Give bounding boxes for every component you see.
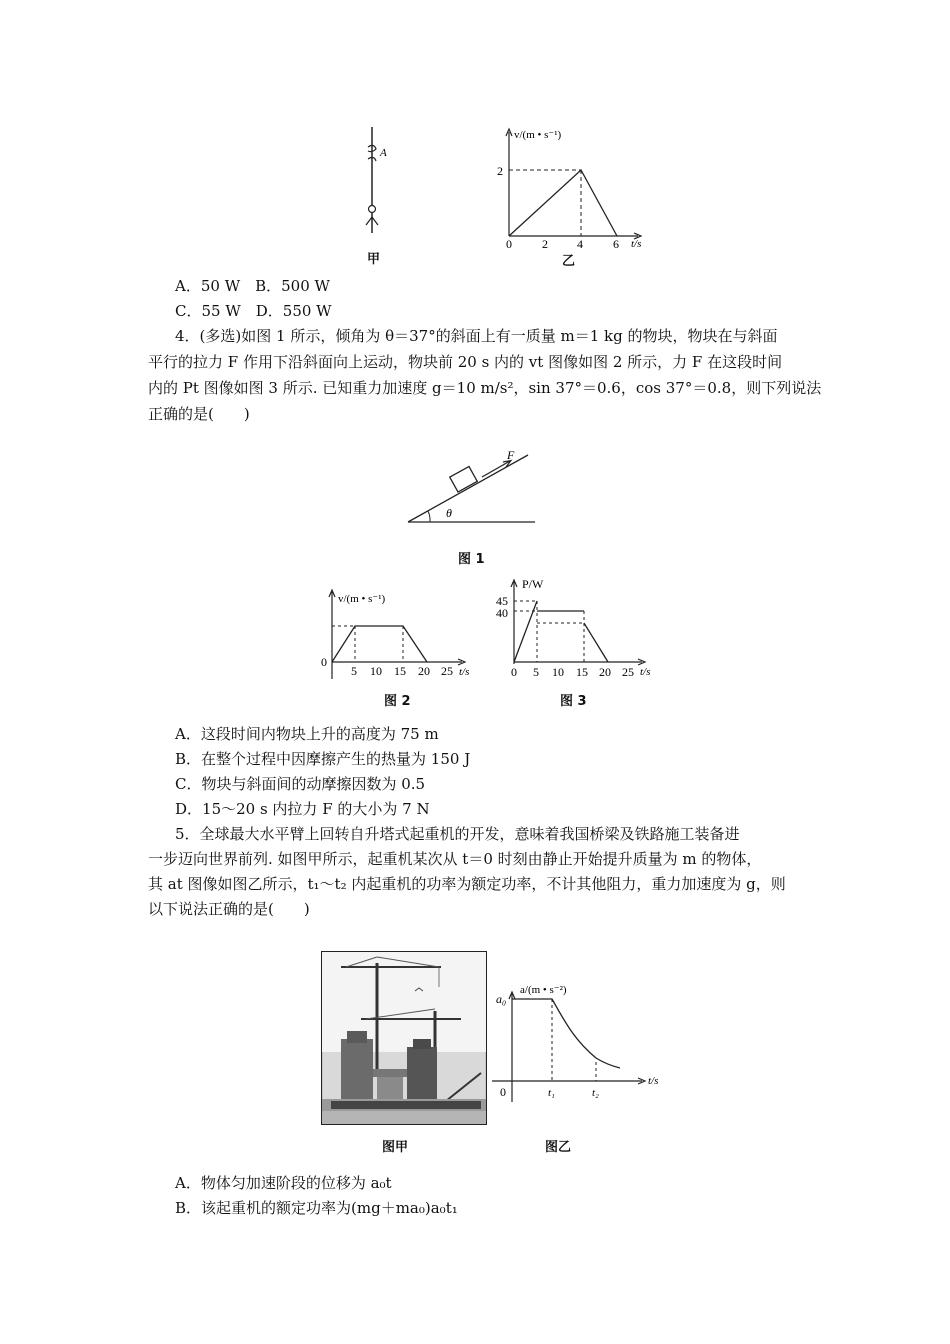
q5-stem-line-1: 5．全球最大水平臂上回转自升塔式起重机的开发，意味着我国桥梁及铁路施工装备进 — [175, 825, 740, 843]
q5-stem-line-4: 以下说法正确的是( ) — [148, 900, 310, 918]
q4-option-c: C．物块与斜面间的动摩擦因数为 0.5 — [175, 775, 426, 793]
q5-graph-ylabel: a/(m • s⁻²) — [520, 984, 567, 996]
q5-option-b: B．该起重机的额定功率为(mg＋ma₀)a₀t₁ — [175, 1199, 458, 1217]
q4-fig2-xtick: 5 — [351, 664, 357, 678]
q4-fig1-caption: 图 1 — [458, 552, 485, 567]
q3-fig-b-xtick: 6 — [613, 237, 619, 250]
q3-fig-a-point-label: A — [380, 147, 387, 159]
q4-fig3-xtick: 0 — [511, 665, 517, 679]
q4-fig3-xtick: 15 — [576, 665, 588, 679]
q5-graph-caption: 图乙 — [545, 1140, 572, 1155]
q4-fig1-angle-label: θ — [446, 506, 452, 520]
q4-option-d: D．15～20 s 内拉力 F 的大小为 7 N — [175, 800, 430, 818]
q3-fig-b-xlabel: t/s — [631, 238, 642, 250]
q3-fig-b-ylabel: v/(m • s⁻¹) — [514, 129, 562, 141]
q5-option-a: A．物体匀加速阶段的位移为 a₀t — [175, 1174, 392, 1192]
q4-fig2-origin: 0 — [321, 655, 327, 669]
q3-fig-b-xtick: 2 — [542, 237, 548, 250]
q3-options-line-1: A．50 W B．500 W — [175, 277, 330, 295]
q4-fig3-ytick: 40 — [496, 606, 508, 620]
q5-graph-origin: 0 — [500, 1085, 506, 1099]
q4-figure-1-incline — [400, 445, 545, 530]
q3-figure-yi — [488, 122, 658, 250]
q4-stem-line-2: 平行的拉力 F 作用下沿斜面向上运动，物块前 20 s 内的 vt 图像如图 2 所示，力 F 在这段时间 — [148, 353, 783, 371]
q5-graph-xlabel: t/s — [648, 1075, 659, 1087]
q4-fig3-xtick: 25 — [622, 665, 634, 679]
q4-fig1-force-label: F — [507, 448, 515, 462]
q4-stem-line-1: 4．(多选)如图 1 所示，倾角为 θ＝37°的斜面上有一质量 m＝1 kg 的物块，物块在与斜面 — [175, 327, 778, 345]
q5-crane-photo — [321, 951, 487, 1125]
q4-fig3-caption: 图 3 — [560, 694, 587, 709]
q4-fig2-caption: 图 2 — [384, 694, 411, 709]
q4-fig3-ytick: 45 — [496, 594, 508, 608]
q4-fig3-xlabel: t/s — [640, 666, 651, 678]
q5-graph-xtick: t₂ — [592, 1087, 599, 1099]
q3-fig-a-caption: 甲 — [367, 252, 381, 267]
q4-fig3-ylabel: P/W — [522, 577, 544, 591]
q4-fig2-xtick: 15 — [394, 664, 406, 678]
q4-option-b: B．在整个过程中因摩擦产生的热量为 150 J — [175, 750, 471, 768]
q4-fig2-xtick: 10 — [370, 664, 382, 678]
q4-fig2-xtick: 25 — [441, 664, 453, 678]
q4-fig2-xtick: 20 — [418, 664, 430, 678]
q3-fig-b-xtick: 0 — [506, 237, 512, 250]
q3-fig-b-ytick: 2 — [497, 164, 503, 178]
q4-fig2-ylabel: v/(m • s⁻¹) — [338, 593, 386, 605]
q4-fig3-xtick: 10 — [552, 665, 564, 679]
q5-stem-line-3: 其 at 图像如图乙所示，t₁～t₂ 内起重机的功率为额定功率，不计其他阻力，重力加速度为 g，则 — [148, 875, 786, 893]
q4-stem-line-3: 内的 Pt 图像如图 3 所示. 已知重力加速度 g＝10 m/s²，sin 37°＝0.6，cos 37°＝0.8，则下列说法 — [148, 379, 822, 397]
q4-option-a: A．这段时间内物块上升的高度为 75 m — [175, 725, 439, 743]
q4-fig3-xtick: 20 — [599, 665, 611, 679]
q4-figure-3-pt — [492, 572, 662, 684]
q3-fig-b-xtick: 4 — [577, 237, 583, 250]
q5-graph-xtick: t₁ — [548, 1087, 555, 1099]
q4-fig2-xlabel: t/s — [459, 666, 470, 678]
q4-stem-line-4: 正确的是( ) — [148, 405, 250, 423]
q5-graph-ytick: a₀ — [496, 992, 507, 1006]
q3-fig-b-caption: 乙 — [562, 254, 576, 269]
q3-options-line-2: C．55 W D．550 W — [175, 302, 332, 320]
q4-figure-2-vt — [312, 584, 482, 684]
q5-at-graph — [492, 980, 672, 1108]
q5-photo-caption: 图甲 — [382, 1140, 409, 1155]
q4-fig3-xtick: 5 — [533, 665, 539, 679]
q3-figure-jia — [355, 125, 395, 235]
q5-stem-line-2: 一步迈向世界前列. 如图甲所示，起重机某次从 t＝0 时刻由静止开始提升质量为 m 的物体， — [148, 850, 762, 868]
